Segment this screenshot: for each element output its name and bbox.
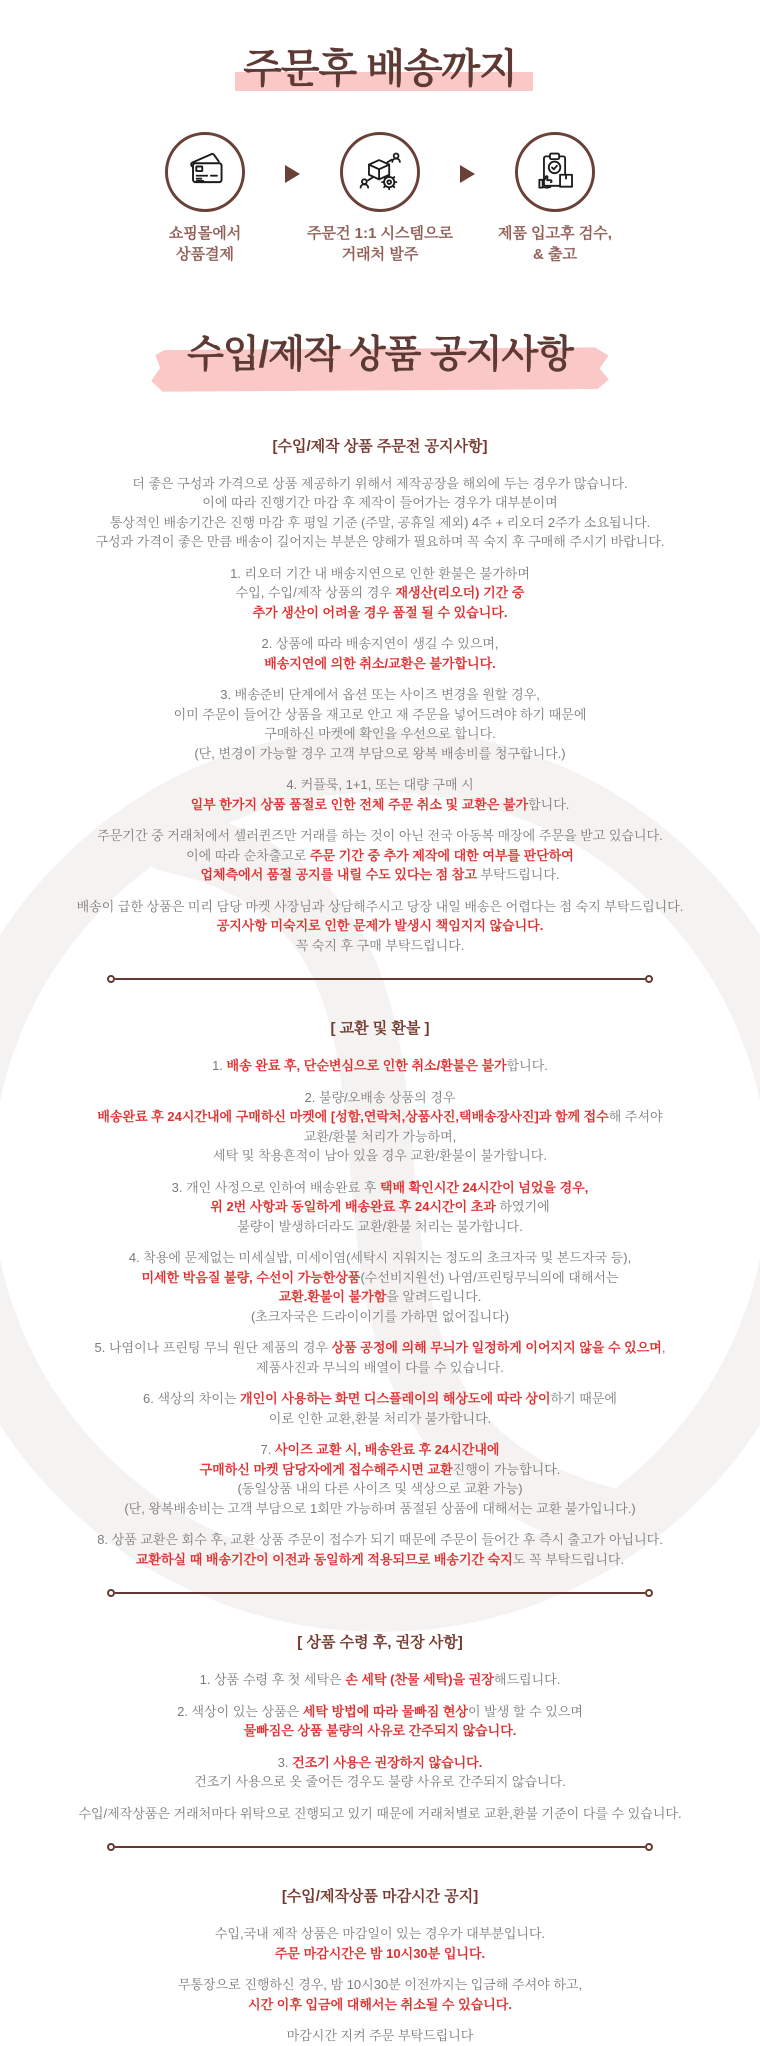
- divider-dot: [107, 1843, 115, 1851]
- text-segment: 3. 개인 사정으로 인하여 배송완료 후: [171, 1179, 380, 1195]
- text-segment: 2. 불량/오배송 상품의 경우: [304, 1089, 456, 1105]
- text-segment: (수선비지원선) 나염/프린팅무늬의에 대해서는: [360, 1269, 619, 1285]
- notice-paragraph: [30, 897, 730, 956]
- text-segment: 수입/제작상품은 거래처마다 위탁으로 진행되고 있기 때문에 거래처별로 교환,환불 기준이 다를 수 있습니다.: [78, 1805, 682, 1821]
- step-order-system: [294, 132, 466, 265]
- notice-line: [30, 634, 730, 654]
- text-segment: 세탁 및 착용흔적이 남아 있을 경우 교환/환불이 불가합니다.: [213, 1148, 547, 1164]
- text-segment: 구매하신 마켓 담당자에게 접수해주시면 교환: [199, 1461, 453, 1477]
- text-segment: 8. 상품 교환은 회수 후, 교환 상품 주문이 접수가 되기 때문에 주문이 들어간 후 즉시 출고가 아닙니다.: [97, 1532, 663, 1548]
- notice-title-text: 수입/제작 상품 공지사항: [187, 334, 573, 377]
- notice-line: [30, 1944, 730, 1964]
- text-segment: 불량이 발생하더라도 교환/환불 처리는 불가합니다.: [237, 1218, 523, 1234]
- notice-line: [30, 705, 730, 725]
- notice-paragraph: [30, 2026, 730, 2046]
- notice-line: [30, 1702, 730, 1722]
- text-segment: 배송지연에 의한 취소/교환은 불가합니다.: [264, 655, 496, 671]
- text-segment: 사이즈 교환 시, 배송완료 후 24시간내에: [274, 1442, 500, 1458]
- section-divider: [107, 1843, 653, 1851]
- text-segment: 업체측에서 품절 공지를 내릴 수도 있다는 점 참고: [200, 867, 481, 883]
- notice-line: [30, 603, 730, 623]
- divider-line: [115, 1592, 645, 1594]
- notice-line: [30, 1307, 730, 1327]
- notice-paragraph: [30, 564, 730, 623]
- divider-dot: [645, 975, 653, 983]
- notice-line: [30, 685, 730, 705]
- notice-line: [30, 1146, 730, 1166]
- text-segment: 6. 색상의 차이는: [143, 1391, 241, 1407]
- text-segment: (동일상품 내의 다른 사이즈 및 색상으로 교환 가능): [237, 1481, 523, 1497]
- notice-paragraph: [30, 1702, 730, 1741]
- text-segment: 도 꼭 부탁드립니다.: [512, 1551, 625, 1567]
- notice-paragraph: [30, 1975, 730, 2014]
- step-order-system-label: [294, 224, 466, 265]
- credit-card-icon: [165, 132, 245, 212]
- text-segment: 배송완료 후 24시간내에 구매하신 마켓에 [성함,연락처,상품사진,택배송장사진]과 함께 접수: [97, 1109, 609, 1125]
- notice-paragraph: [30, 1389, 730, 1428]
- notice-line: [30, 897, 730, 917]
- notice-title: [30, 333, 730, 379]
- notice-line: [30, 1804, 730, 1824]
- text-segment: 이에 따라 순차출고로: [186, 847, 310, 863]
- text-segment: 더 좋은 구성과 가격으로 상품 제공하기 위해서 제작공장을 해외에 두는 경우가 많습니다.: [132, 475, 628, 491]
- text-segment: 제품사진과 무늬의 배열이 다를 수 있습니다.: [256, 1359, 504, 1375]
- notice-line: [30, 1268, 730, 1288]
- notice-paragraph: [30, 1804, 730, 1824]
- text-segment: 공지사항 미숙지로 인한 문제가 발생시 책임지지 않습니다.: [216, 918, 544, 934]
- notice-line: [30, 513, 730, 533]
- text-segment: ,: [661, 1340, 666, 1356]
- notice-line: [30, 1178, 730, 1198]
- text-segment: 구성과 가격이 좋은 만큼 배송이 길어지는 부분은 양해가 필요하며 꼭 숙지 후 구매해 주시기 바랍니다.: [95, 534, 665, 550]
- section-divider: [107, 975, 653, 983]
- text-segment: 세탁 방법에 따라 물빠짐 현상: [302, 1703, 468, 1719]
- text-segment: 이에 따라 진행기간 마감 후 제작이 들어가는 경우가 대부분이며: [202, 495, 558, 511]
- step-label-line: 쇼핑몰에서: [168, 225, 242, 242]
- notice-line: [30, 916, 730, 936]
- notice-line: [30, 1995, 730, 2015]
- text-segment: 해드립니다.: [493, 1672, 561, 1688]
- text-segment: 해 주셔야: [608, 1109, 663, 1125]
- text-segment: 재생산(리오더) 기간 중: [395, 585, 525, 601]
- text-segment: 건조기 사용은 권장하지 않습니다.: [292, 1754, 483, 1770]
- step-label-line: 거래처 발주: [341, 245, 419, 263]
- step-inspection-label: [469, 224, 641, 265]
- notice-line: [30, 1479, 730, 1499]
- text-segment: 교환/환불 처리가 가능하며,: [303, 1128, 457, 1144]
- notice-line: [30, 1409, 730, 1429]
- text-segment: 추가 생산이 어려울 경우 품절 될 수 있습니다.: [252, 604, 508, 620]
- text-segment: 이로 인한 교환,환불 처리가 불가합니다.: [268, 1410, 492, 1426]
- notice-paragraph: [30, 1338, 730, 1377]
- step-label-line: 제품 입고후 검수,: [498, 225, 612, 242]
- text-segment: 수입,국내 제작 상품은 마감일이 있는 경우가 대부분입니다.: [214, 1926, 546, 1942]
- notice-line: [30, 493, 730, 513]
- product-notice-page: [30, 0, 730, 2044]
- step-inspection-shipping: [469, 132, 641, 265]
- section-heading-deadline: [수입/제작상품 마감시간 공지]: [281, 1888, 479, 1906]
- notice-line: [30, 1358, 730, 1378]
- text-segment: 3. 배송준비 단계에서 옵션 또는 사이즈 변경을 원할 경우,: [220, 687, 540, 703]
- notice-line: [30, 654, 730, 674]
- text-segment: 주문 기간 중 추가 제작에 대한 여부를 판단하여: [309, 847, 574, 863]
- text-segment: 주문기간 중 거래처에서 셀러퀸즈만 거래를 하는 것이 아닌 전국 아동복 매장에 주문을 받고 있습니다.: [97, 828, 663, 844]
- step-label-line: 주문건 1:1 시스템으로: [307, 225, 453, 242]
- text-segment: 택배 확인시간 24시간이 넘었을 경우,: [379, 1179, 589, 1195]
- notice-paragraph: [30, 1440, 730, 1518]
- divider-dot: [107, 975, 115, 983]
- divider-line: [115, 978, 645, 980]
- notice-line: [30, 775, 730, 795]
- notice-line: [30, 1338, 730, 1358]
- text-segment: 1.: [212, 1058, 227, 1074]
- notice-paragraph: [30, 685, 730, 763]
- text-segment: 이 발생 할 수 있으며: [468, 1703, 583, 1719]
- text-segment: 교환하실 때 배송기간이 이전과 동일하게 적용되므로 배송기간 숙지: [135, 1551, 513, 1567]
- notice-paragraph: [30, 1088, 730, 1166]
- notice-line: [30, 1389, 730, 1409]
- text-segment: 무통장으로 진행하신 경우, 밤 10시30분 이전까지는 입금해 주셔야 하고,: [177, 1977, 583, 1993]
- text-segment: 3.: [277, 1754, 293, 1770]
- text-segment: 4. 착용에 문제없는 미세실밥, 미세이염(세탁시 지워지는 정도의 초크자국 및 본드자국 등),: [128, 1250, 632, 1266]
- notice-line: [30, 846, 730, 866]
- notice-paragraph: [30, 1248, 730, 1326]
- text-segment: 상품 공정에 의해 무늬가 일정하게 이어지지 않을 수 있으며: [331, 1340, 662, 1356]
- notice-line: [30, 1460, 730, 1480]
- notice-line: [30, 1440, 730, 1460]
- text-segment: 물빠짐은 상품 불량의 사유로 간주되지 않습니다.: [243, 1723, 517, 1739]
- notice-paragraph: [30, 1178, 730, 1237]
- inspection-shipping-icon: [515, 132, 595, 212]
- text-segment: 개인이 사용하는 화면 디스플레이의 해상도에 따라 상이: [240, 1391, 551, 1407]
- page-title: [30, 46, 730, 92]
- notice-line: [30, 564, 730, 584]
- text-segment: 마감시간 지켜 주문 부탁드립니다: [286, 2028, 474, 2044]
- text-segment: 5. 나염이나 프린팅 무늬 원단 제품의 경우: [94, 1340, 332, 1356]
- notice-paragraph: [30, 634, 730, 673]
- text-segment: 미세한 박음질 불량, 수선이 가능한상품: [141, 1269, 361, 1285]
- notice-line: [30, 865, 730, 885]
- notice-line: [30, 1197, 730, 1217]
- text-segment: 합니다.: [506, 1058, 548, 1074]
- text-segment: 합니다.: [528, 796, 570, 812]
- notice-paragraph: [30, 775, 730, 814]
- text-segment: 1. 리오더 기간 내 배송지연으로 인한 환불은 불가하며: [230, 565, 530, 581]
- notice-content: [30, 0, 730, 2046]
- notice-line: [30, 2026, 730, 2046]
- text-segment: 통상적인 배송기간은 진행 마감 후 평일 기준 (주말, 공휴일 제외) 4주 + 리오더 2주가 소요됩니다.: [109, 514, 651, 530]
- text-segment: (단, 왕복배송비는 고객 부담으로 1회만 가능하며 품절된 상품에 대해서는 교환 불가입니다.): [124, 1500, 636, 1516]
- text-segment: 을 알려드립니다.: [386, 1289, 482, 1305]
- notice-line: [30, 532, 730, 552]
- text-segment: (초크자국은 드라이이기를 가하면 없어집니다): [250, 1308, 510, 1324]
- text-segment: 수입, 수입/제작 상품의 경우: [235, 585, 396, 601]
- notice-paragraph: [30, 1753, 730, 1792]
- notice-line: [30, 583, 730, 603]
- section-heading-after-receipt: [ 상품 수령 후, 권장 사항]: [297, 1634, 463, 1652]
- text-segment: 하였기에: [499, 1199, 550, 1215]
- divider-dot: [645, 1589, 653, 1597]
- notice-line: [30, 1550, 730, 1570]
- notice-line: [30, 1721, 730, 1741]
- divider-line: [115, 1846, 645, 1848]
- section-divider: [107, 1589, 653, 1597]
- notice-line: [30, 1287, 730, 1307]
- text-segment: 배송 완료 후, 단순변심으로 인한 취소/환불은 불가: [226, 1058, 507, 1074]
- notice-line: [30, 1753, 730, 1773]
- text-segment: 교환.환불이 불가함: [278, 1289, 387, 1305]
- step-payment-label: [119, 224, 291, 265]
- text-segment: 이미 주문이 들어간 상품을 재고로 안고 재 주문을 넣어드려야 하기 때문에: [173, 706, 587, 722]
- step-payment: [119, 132, 291, 265]
- notice-line: [30, 1088, 730, 1108]
- notice-line: [30, 474, 730, 494]
- notice-paragraph: [30, 1530, 730, 1569]
- notice-paragraph: [30, 1670, 730, 1690]
- text-segment: 하기 때문에: [550, 1391, 617, 1407]
- step-label-line: 상품결제: [176, 245, 234, 263]
- notice-paragraph: [30, 1056, 730, 1076]
- notice-paragraph: [30, 1924, 730, 1963]
- notice-paragraph: [30, 826, 730, 885]
- notice-line: [30, 1670, 730, 1690]
- text-segment: 시간 이후 입금에 대해서는 취소될 수 있습니다.: [248, 1996, 512, 2012]
- text-segment: 4. 커플룩, 1+1, 또는 대량 구매 시: [286, 777, 474, 793]
- text-segment: 2. 색상이 있는 상품은: [177, 1703, 303, 1719]
- order-system-icon: [340, 132, 420, 212]
- notice-line: [30, 1530, 730, 1550]
- section-heading-exchange-refund: [ 교환 및 환불 ]: [330, 1020, 430, 1038]
- notice-line: [30, 1975, 730, 1995]
- notice-paragraph: [30, 474, 730, 552]
- divider-dot: [107, 1589, 115, 1597]
- notice-line: [30, 936, 730, 956]
- page-title-text: 주문후 배송까지: [243, 47, 517, 91]
- divider-dot: [645, 1843, 653, 1851]
- text-segment: 진행이 가능합니다.: [452, 1461, 561, 1477]
- text-segment: 1. 상품 수령 후 첫 세탁은: [199, 1672, 346, 1688]
- text-segment: 주문 마감시간은 밤 10시30분 입니다.: [274, 1945, 486, 1961]
- notice-line: [30, 1127, 730, 1147]
- text-segment: 7.: [260, 1442, 275, 1458]
- notice-line: [30, 826, 730, 846]
- notice-line: [30, 1107, 730, 1127]
- text-segment: 꼭 숙지 후 구매 부탁드립니다.: [295, 937, 465, 953]
- text-segment: 배송이 급한 상품은 미리 담당 마켓 사장님과 상담해주시고 당장 내일 배송은 어렵다는 점 숙지 부탁드립니다.: [76, 898, 684, 914]
- text-segment: 손 세탁 (찬물 세탁)을 권장: [345, 1672, 494, 1688]
- notice-line: [30, 795, 730, 815]
- text-segment: 2. 상품에 따라 배송지연이 생길 수 있으며,: [261, 636, 499, 652]
- text-segment: (단, 변경이 가능할 경우 고객 부담으로 왕복 배송비를 청구합니다.): [194, 745, 566, 761]
- notice-line: [30, 744, 730, 764]
- text-segment: 일부 한가지 상품 품절로 인한 전체 주문 취소 및 교환은 불가: [190, 796, 529, 812]
- section-heading-pre-order: [수입/제작 상품 주문전 공지사항]: [272, 437, 488, 455]
- text-segment: 부탁드립니다.: [480, 867, 560, 883]
- notice-line: [30, 1924, 730, 1944]
- notice-line: [30, 1217, 730, 1237]
- notice-sections: [30, 435, 730, 2046]
- notice-line: [30, 1499, 730, 1519]
- step-label-line: & 출고: [533, 245, 577, 263]
- order-process-steps: [30, 132, 730, 265]
- notice-line: [30, 1056, 730, 1076]
- notice-line: [30, 1248, 730, 1268]
- notice-line: [30, 724, 730, 744]
- text-segment: 구매하신 마켓에 확인을 우선으로 합니다.: [264, 726, 496, 742]
- notice-line: [30, 1772, 730, 1792]
- text-segment: 건조기 사용으로 옷 줄어든 경우도 불량 사유로 간주되지 않습니다.: [194, 1774, 566, 1790]
- text-segment: 위 2번 사항과 동일하게 배송완료 후 24시간이 초과: [210, 1199, 500, 1215]
